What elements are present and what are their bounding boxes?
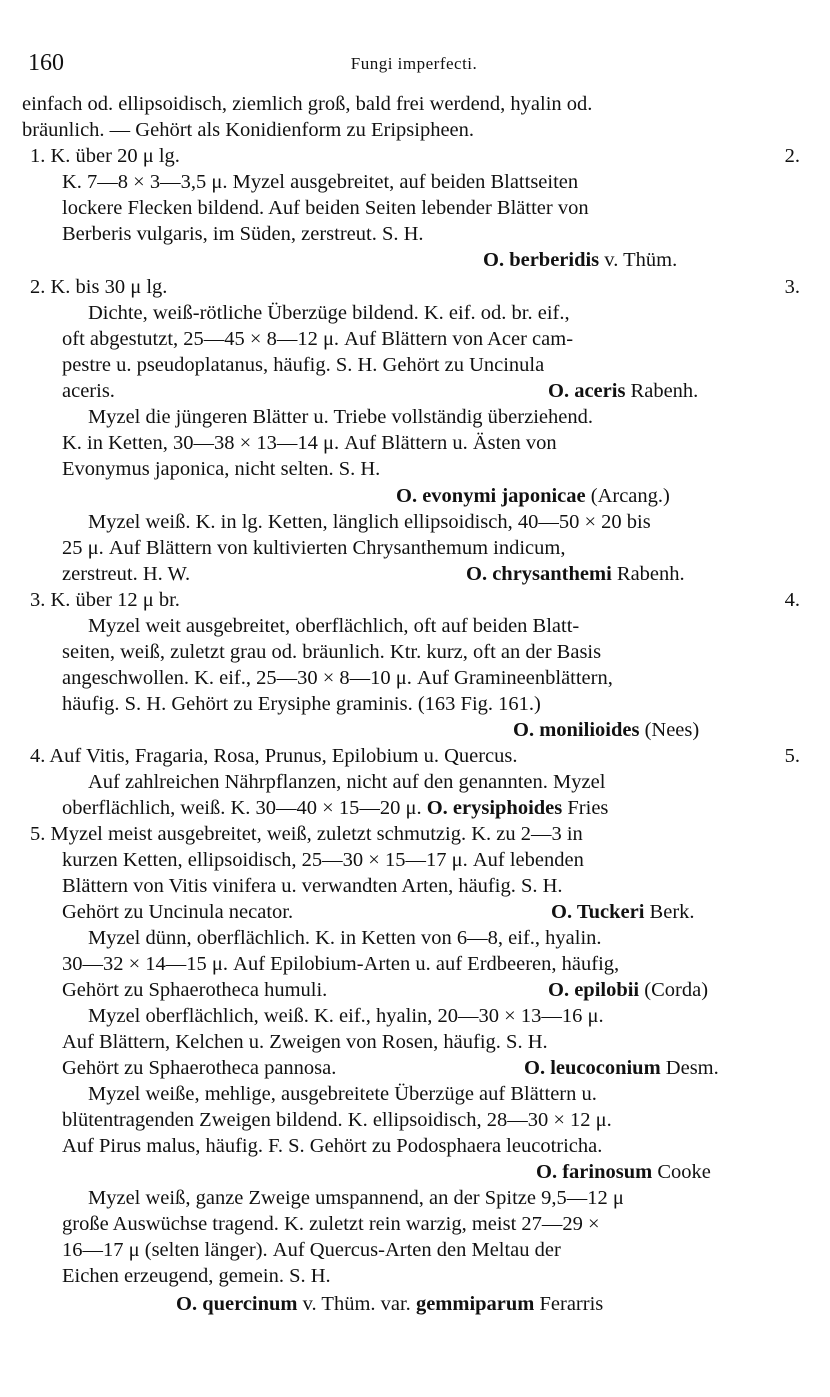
line-content <box>30 743 518 769</box>
line-text: einfach od. ellipsoidisch, ziemlich groß, bald frei werdend, hyalin od. <box>22 93 593 115</box>
line-text: Fries <box>562 797 609 819</box>
text-line <box>0 247 830 273</box>
running-title: Fungi imperfecti. <box>350 54 478 73</box>
line-text: lockere Flecken bildend. Auf beiden Seiten lebender Blätter von <box>62 197 589 219</box>
line-content <box>88 769 605 795</box>
line-text: Eichen erzeugend, gemein. S. H. <box>62 1265 331 1287</box>
line-content <box>62 1237 561 1263</box>
line-content <box>62 1029 548 1055</box>
line-content <box>62 1107 612 1133</box>
text-line <box>0 587 830 613</box>
line-content <box>62 535 565 561</box>
line-content <box>22 117 474 143</box>
line-text: 5. Myzel meist ausgebreitet, weiß, zuletzt schmutzig. K. zu 2—3 in <box>30 823 583 845</box>
line-content <box>551 899 695 925</box>
line-content <box>62 456 380 482</box>
text-line <box>0 847 830 873</box>
line-text: Blättern von Vitis vinifera u. verwandten Arten, häufig. S. H. <box>62 875 563 897</box>
line-text: Dichte, weiß-rötliche Überzüge bildend. K. eif. od. br. eif., <box>88 302 570 324</box>
text-line <box>0 977 830 1003</box>
text-line <box>0 1003 830 1029</box>
line-content <box>483 247 677 273</box>
line-text: v. Thüm. <box>599 249 678 271</box>
page-header <box>28 50 800 80</box>
line-text: K. in Ketten, 30—38 × 13—14 μ. Auf Blättern u. Ästen von <box>62 432 557 454</box>
line-text: pestre u. pseudoplatanus, häufig. S. H. Gehört zu Uncinula <box>62 354 545 376</box>
line-text: seiten, weiß, zuletzt grau od. bräunlich. Ktr. kurz, oft an der Basis <box>62 641 602 663</box>
line-content <box>536 1159 711 1185</box>
text-line <box>0 665 830 691</box>
line-text: Auf zahlreichen Nährpflanzen, nicht auf den genannten. Myzel <box>88 771 606 793</box>
line-content <box>88 1003 604 1029</box>
line-text: 2. K. bis 30 μ lg. <box>30 276 168 298</box>
line-text: Berk. <box>644 901 695 923</box>
text-line <box>0 769 830 795</box>
line-content <box>30 143 180 169</box>
line-content <box>88 925 602 951</box>
line-text: Myzel dünn, oberflächlich. K. in Ketten von 6—8, eif., hyalin. <box>88 927 602 949</box>
key-reference-number: 4. <box>784 589 800 611</box>
species-name: O. Tuckeri <box>551 901 645 923</box>
line-content <box>62 1211 600 1237</box>
text-line <box>0 274 830 300</box>
line-content <box>62 691 541 717</box>
text-line <box>0 1081 830 1107</box>
line-text: Myzel weiß, ganze Zweige umspannend, an der Spitze 9,5—12 μ <box>88 1187 624 1209</box>
text-line <box>0 352 830 378</box>
line-content <box>62 951 619 977</box>
text-line <box>0 91 830 117</box>
species-name: O. aceris <box>548 380 626 402</box>
line-content <box>466 561 685 587</box>
species-name: gemmiparum <box>415 1293 535 1315</box>
line-text: (Corda) <box>639 979 709 1001</box>
species-name: O. evonymi japonicae <box>396 485 586 507</box>
line-content <box>62 352 544 378</box>
key-reference-number: 5. <box>784 745 800 767</box>
text-line <box>0 195 830 221</box>
text-line <box>0 1107 830 1133</box>
line-text: Ferarris <box>534 1293 604 1315</box>
line-text: Myzel weiße, mehlige, ausgebreitete Überzüge auf Blättern u. <box>88 1083 597 1105</box>
line-content <box>88 300 570 326</box>
line-content <box>88 404 593 430</box>
line-text: kurzen Ketten, ellipsoidisch, 25—30 × 15—17 μ. Auf lebenden <box>62 849 584 871</box>
line-content <box>30 821 583 847</box>
line-text: 3. K. über 12 μ br. <box>30 589 180 611</box>
text-line <box>0 404 830 430</box>
species-name: O. leucoconium <box>524 1057 661 1079</box>
line-text: Myzel die jüngeren Blätter u. Triebe vollständig überziehend. <box>88 406 593 428</box>
line-content <box>176 1291 603 1317</box>
line-text: Gehört zu Uncinula necator. <box>62 901 294 923</box>
line-text: Cooke <box>652 1161 711 1183</box>
species-name: O. quercinum <box>176 1293 298 1315</box>
line-text: blütentragenden Zweigen bildend. K. ellipsoidisch, 28—30 × 12 μ. <box>62 1109 612 1131</box>
text-line <box>0 378 830 404</box>
line-text: Myzel oberflächlich, weiß. K. eif., hyalin, 20—30 × 13—16 μ. <box>88 1005 604 1027</box>
line-content <box>524 1055 719 1081</box>
line-content <box>88 509 651 535</box>
line-text: häufig. S. H. Gehört zu Erysiphe graminis. (163 Fig. 161.) <box>62 693 541 715</box>
line-text: Desm. <box>660 1057 719 1079</box>
line-text: 30—32 × 14—15 μ. Auf Epilobium-Arten u. auf Erdbeeren, häufig, <box>62 953 620 975</box>
line-content <box>548 378 698 404</box>
text-line <box>0 221 830 247</box>
line-text: 1. K. über 20 μ lg. <box>30 145 180 167</box>
text-line <box>0 326 830 352</box>
line-text: Auf Pirus malus, häufig. F. S. Gehört zu Podosphaera leucotricha. <box>62 1135 603 1157</box>
line-text: Myzel weiß. K. in lg. Ketten, länglich ellipsoidisch, 40—50 × 20 bis <box>88 511 651 533</box>
line-text: Auf Blättern, Kelchen u. Zweigen von Rosen, häufig. S. H. <box>62 1031 548 1053</box>
text-line <box>0 1029 830 1055</box>
line-content <box>88 1081 597 1107</box>
species-name: O. chrysanthemi <box>466 563 612 585</box>
line-content <box>548 977 708 1003</box>
species-name: O. erysiphoides <box>426 797 563 819</box>
text-line <box>0 483 830 509</box>
line-text: oberflächlich, weiß. K. 30—40 × 15—20 μ. <box>62 797 427 819</box>
line-content <box>62 665 613 691</box>
text-line <box>0 795 830 821</box>
line-content <box>30 587 180 613</box>
line-content <box>62 221 424 247</box>
line-text: K. 7—8 × 3—3,5 μ. Myzel ausgebreitet, auf beiden Blattseiten <box>62 171 579 193</box>
species-name: O. farinosum <box>536 1161 653 1183</box>
line-text: (Nees) <box>639 719 700 741</box>
text-line <box>0 821 830 847</box>
text-line <box>0 430 830 456</box>
text-line <box>0 717 830 743</box>
species-name: O. monilioides <box>513 719 640 741</box>
text-line <box>0 1133 830 1159</box>
text-line <box>0 509 830 535</box>
text-line <box>0 951 830 977</box>
text-line <box>0 1291 830 1317</box>
text-line <box>0 456 830 482</box>
text-line <box>0 925 830 951</box>
line-text: Myzel weit ausgebreitet, oberflächlich, oft auf beiden Blatt- <box>88 615 580 637</box>
species-name: O. epilobii <box>548 979 640 1001</box>
text-line <box>0 1263 830 1289</box>
line-content <box>62 195 589 221</box>
text-line <box>0 535 830 561</box>
line-text: 25 μ. Auf Blättern von kultivierten Chrysanthemum indicum, <box>62 537 566 559</box>
line-content <box>22 91 592 117</box>
text-line <box>0 899 830 925</box>
line-content <box>62 795 608 821</box>
text-line <box>0 143 830 169</box>
line-text: 4. Auf Vitis, Fragaria, Rosa, Prunus, Epilobium u. Quercus. <box>30 745 518 767</box>
text-line <box>0 561 830 587</box>
key-reference-number: 3. <box>784 276 800 298</box>
key-reference-number: 2. <box>784 145 800 167</box>
line-text: oft abgestutzt, 25—45 × 8—12 μ. Auf Blättern von Acer cam- <box>62 328 574 350</box>
text-line <box>0 613 830 639</box>
line-text: 16—17 μ (selten länger). Auf Quercus-Arten den Meltau der <box>62 1239 561 1261</box>
line-text: zerstreut. H. W. <box>62 563 191 585</box>
line-text: Gehört zu Sphaerotheca humuli. <box>62 979 328 1001</box>
line-content <box>88 613 579 639</box>
line-content <box>62 430 557 456</box>
page-number: 160 <box>28 50 64 76</box>
line-content <box>62 639 601 665</box>
text-line <box>0 743 830 769</box>
line-content <box>513 717 699 743</box>
line-content <box>62 847 584 873</box>
line-text: bräunlich. — Gehört als Konidienform zu Eripsipheen. <box>22 119 475 141</box>
line-content <box>62 326 573 352</box>
text-line <box>0 639 830 665</box>
line-text: v. Thüm. var. <box>297 1293 416 1315</box>
line-content <box>396 483 670 509</box>
text-line <box>0 873 830 899</box>
text-line <box>0 169 830 195</box>
line-content <box>62 873 563 899</box>
line-text: große Auswüchse tragend. K. zuletzt rein warzig, meist 27—29 × <box>62 1213 600 1235</box>
text-line <box>0 300 830 326</box>
text-line <box>0 1159 830 1185</box>
text-line <box>0 1237 830 1263</box>
line-text: Rabenh. <box>611 563 685 585</box>
line-content <box>62 169 578 195</box>
line-text: Rabenh. <box>625 380 699 402</box>
line-text: (Arcang.) <box>585 485 670 507</box>
line-content <box>62 1263 331 1289</box>
text-line <box>0 1055 830 1081</box>
line-text: Berberis vulgaris, im Süden, zerstreut. S. H. <box>62 223 424 245</box>
line-text: angeschwollen. K. eif., 25—30 × 8—10 μ. Auf Gramineenblättern, <box>62 667 613 689</box>
line-content <box>62 1133 602 1159</box>
line-text: Gehört zu Sphaerotheca pannosa. <box>62 1057 337 1079</box>
line-text: aceris. <box>62 380 115 402</box>
line-content <box>30 274 167 300</box>
text-line <box>0 1185 830 1211</box>
text-line <box>0 691 830 717</box>
text-line <box>0 117 830 143</box>
line-text: Evonymus japonica, nicht selten. S. H. <box>62 458 381 480</box>
text-line <box>0 1211 830 1237</box>
species-name: O. berberidis <box>483 249 600 271</box>
line-content <box>88 1185 624 1211</box>
